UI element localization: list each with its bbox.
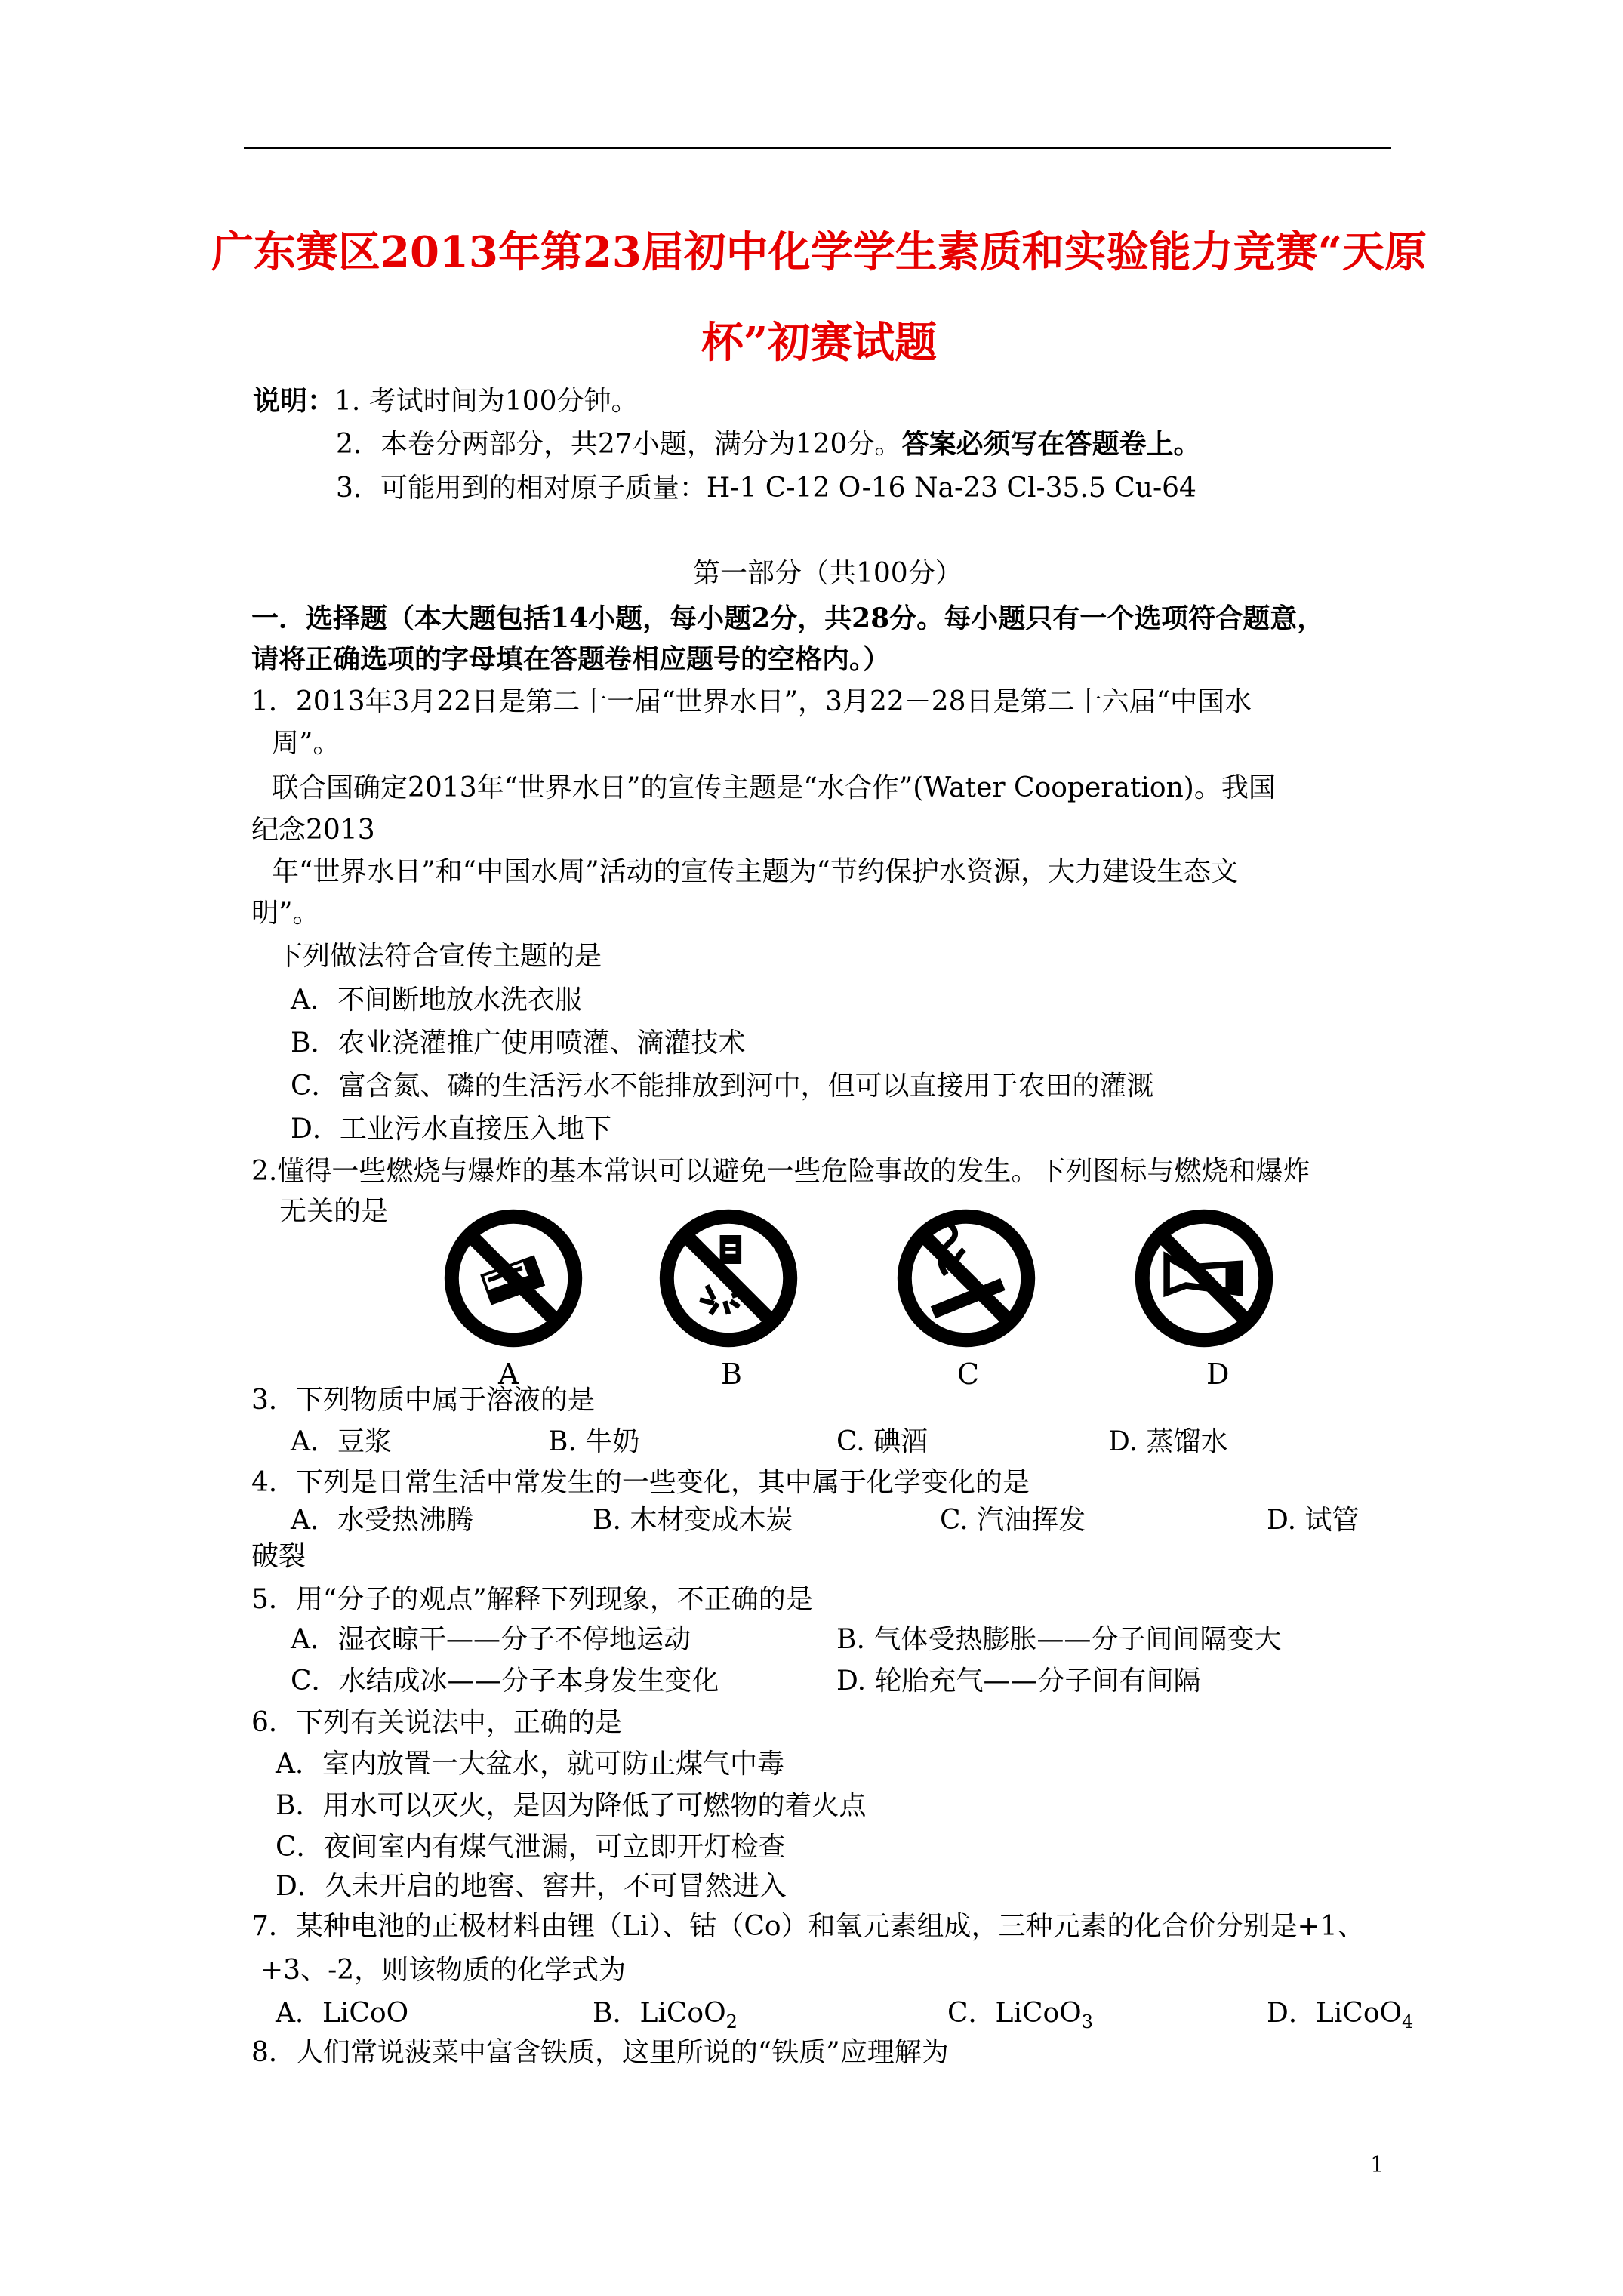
q5-option-a: A．湿衣晾干——分子不停地运动 — [291, 1624, 691, 1655]
q6-option-b: B．用水可以灭火，是因为降低了可燃物的着火点 — [276, 1790, 867, 1821]
q8-stem: 8．人们常说菠菜中富含铁质，这里所说的“铁质”应理解为 — [251, 2037, 949, 2068]
q6-option-d: D．久未开启的地窖、窖井，不可冒然进入 — [276, 1871, 787, 1902]
q3-option-c: C. 碘酒 — [836, 1426, 929, 1457]
no-smoking-icon — [895, 1207, 1038, 1350]
q2-label-a: A — [498, 1358, 519, 1391]
q2-label-b: B — [721, 1358, 742, 1391]
q2-line-2: 无关的是 — [279, 1196, 389, 1227]
q3-stem: 3．下列物质中属于溶液的是 — [251, 1385, 595, 1416]
q5-option-b: B. 气体受热膨胀——分子间间隔变大 — [836, 1624, 1282, 1655]
no-fireworks-icon — [657, 1207, 800, 1350]
q1-option-d: D．工业污水直接压入地下 — [291, 1114, 611, 1145]
q1-option-a: A．不间断地放水洗衣服 — [291, 985, 582, 1015]
q2-label-c: C — [957, 1358, 980, 1391]
q5-option-c: C．水结成冰——分子本身发生变化 — [291, 1666, 719, 1697]
q5-stem: 5．用“分子的观点”解释下列现象，不正确的是 — [251, 1584, 813, 1615]
q1-option-b: B．农业浇灌推广使用喷灌、滴灌技术 — [291, 1028, 746, 1059]
q1-line-5: 年“世界水日”和“中国水周”活动的宣传主题为“节约保护水资源，大力建设生态文 — [272, 856, 1239, 887]
q4-option-d: D. 试管 — [1267, 1505, 1360, 1536]
title-line-1: 广东赛区2013年第23届初中化学学生素质和实验能力竞赛“天原 — [211, 227, 1427, 277]
q1-option-c: C．富含氮、磷的生活污水不能排放到河中，但可以直接用于农田的灌溉 — [291, 1071, 1154, 1102]
q6-option-c: C．夜间室内有煤气泄漏，可立即开灯检查 — [276, 1832, 786, 1863]
q7-option-d: D．LiCoO$_4$ — [1267, 1998, 1414, 2032]
q1-line-1: 1．2013年3月22日是第二十一届“世界水日”，3月22－28日是第二十六届“中国水 — [251, 686, 1252, 717]
q2-line-1: 2.懂得一些燃烧与爆炸的基本常识可以避免一些危险事故的发生。下列图标与燃烧和爆炸 — [251, 1156, 1310, 1187]
title-line-2: 杯”初赛试题 — [701, 318, 938, 368]
q3-option-d: D. 蒸馏水 — [1108, 1426, 1228, 1457]
q6-option-a: A．室内放置一大盆水，就可防止煤气中毒 — [276, 1749, 784, 1780]
q1-line-3: 联合国确定2013年“世界水日”的宣传主题是“水合作”(Water Cooperation)。我国 — [272, 772, 1276, 803]
q1-line-2: 周”。 — [272, 728, 340, 759]
q5-option-d: D. 轮胎充气——分子间有间隔 — [836, 1666, 1201, 1697]
q1-line-6: 明”。 — [251, 898, 320, 929]
notes — [253, 384, 639, 418]
q3-option-b: B. 牛奶 — [548, 1426, 640, 1457]
q1-line-7: 下列做法符合宣传主题的是 — [276, 941, 602, 972]
notes-item-2: 2．本卷分两部分，共27小题，满分为120分。答案必须写在答题卷上。 — [336, 428, 1201, 460]
q7-option-b: B．LiCoO$_2$ — [593, 1998, 738, 2032]
q2-label-d: D — [1206, 1358, 1230, 1391]
notes-item-1: 1. 考试时间为100分钟。 — [334, 386, 639, 417]
q7-option-a: A．LiCoO — [276, 1998, 409, 2029]
part1-heading: 第一部分（共100分） — [693, 558, 962, 589]
notes-item-3: 3．可能用到的相对原子质量：H-1 C-12 O-16 Na-23 Cl-35.5 Cu-64 — [336, 473, 1196, 504]
no-horn-icon — [1132, 1207, 1276, 1350]
q1-line-4: 纪念2013 — [251, 815, 375, 846]
q4-option-a: A．水受热沸腾 — [291, 1505, 473, 1536]
q7-line-2: +3、-2，则该物质的化学式为 — [260, 1955, 627, 1986]
q4-option-d-cont: 破裂 — [251, 1541, 306, 1572]
section1-line-2: 请将正确选项的字母填在答题卷相应题号的空格内。） — [251, 643, 891, 675]
q7-line-1: 7．某种电池的正极材料由锂（Li）、钴（Co）和氧元素组成，三种元素的化合价分别是+1、 — [251, 1911, 1365, 1942]
header-rule — [244, 147, 1391, 149]
page-number: 1 — [1370, 2152, 1385, 2178]
notes-item-2-emphasis: 答案必须写在答题卷上。 — [901, 428, 1201, 460]
q4-stem: 4．下列是日常生活中常发生的一些变化，其中属于化学变化的是 — [251, 1467, 1030, 1498]
section1-line-1: 一．选择题（本大题包括14小题，每小题2分，共28分。每小题只有一个选项符合题意， — [251, 603, 1325, 634]
q3-option-a: A．豆浆 — [291, 1426, 392, 1457]
q6-stem: 6．下列有关说法中，正确的是 — [251, 1707, 622, 1738]
q7-option-c: C．LiCoO$_3$ — [947, 1998, 1093, 2032]
no-matches-icon — [442, 1207, 585, 1350]
q4-option-b: B. 木材变成木炭 — [593, 1505, 793, 1536]
notes-label: 说明： — [253, 385, 335, 417]
q4-option-c: C. 汽油挥发 — [940, 1505, 1086, 1536]
